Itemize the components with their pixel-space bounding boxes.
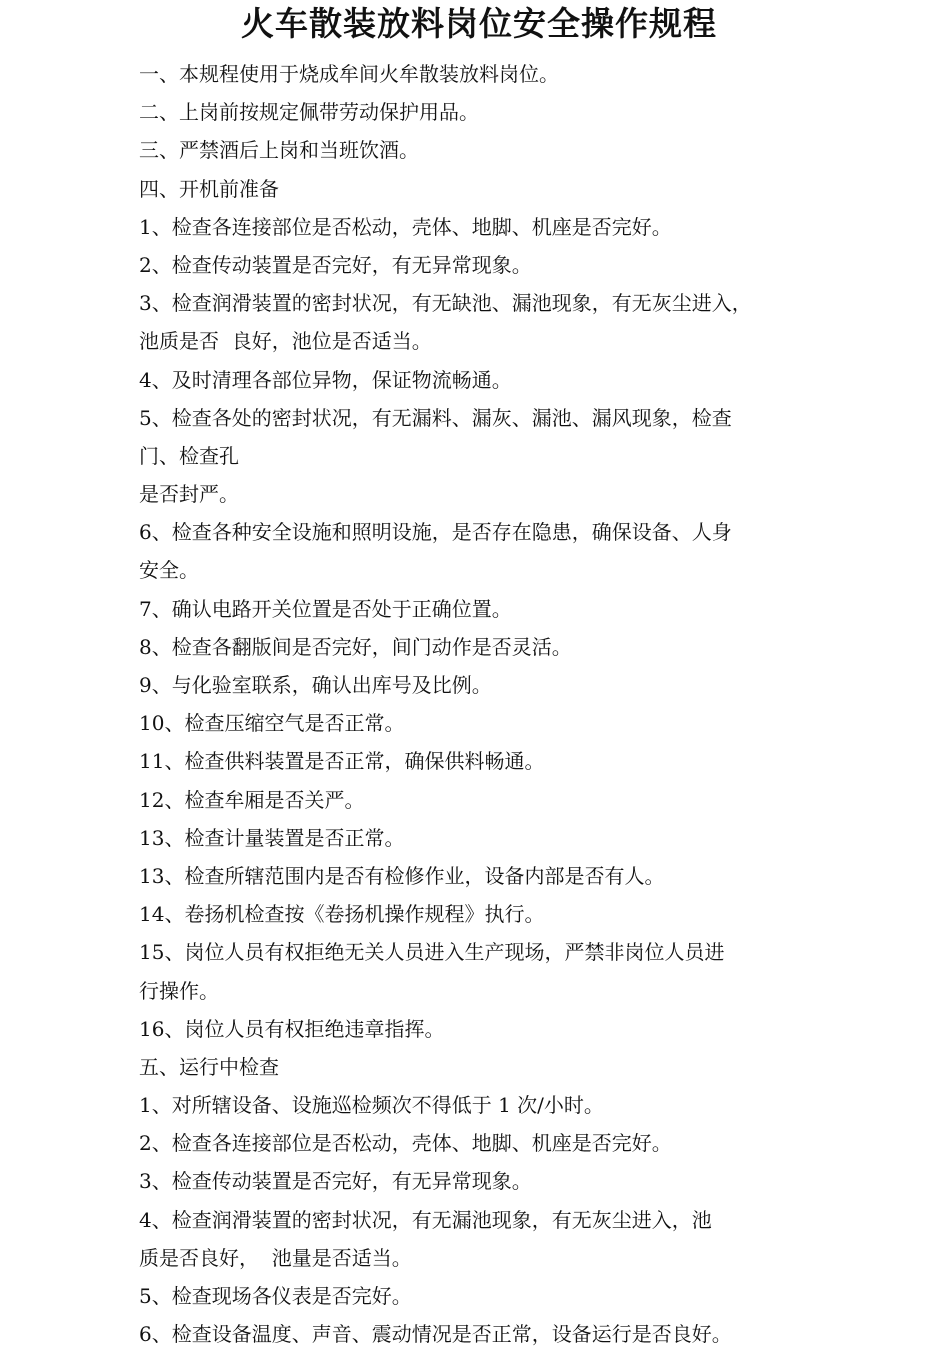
text-line: 7、确认电路开关位置是否处于正确位置。 bbox=[139, 596, 512, 621]
text-line: 3、检查传动装置是否完好，有无异常现象。 bbox=[139, 1169, 532, 1194]
text-line: 池质是否 良好，池位是否适当。 bbox=[139, 329, 432, 354]
text-line: 是否封严。 bbox=[139, 482, 239, 507]
text-line: 13、检查计量装置是否正常。 bbox=[139, 825, 405, 850]
text-line: 4、检查润滑装置的密封状况，有无漏池现象，有无灰尘进入，池 bbox=[139, 1207, 712, 1232]
text-line: 二、上岗前按规定佩带劳动保护用品。 bbox=[139, 100, 479, 125]
text-line: 3、检查润滑装置的密封状况，有无缺池、漏池现象，有无灰尘进入， bbox=[139, 291, 752, 316]
text-line: 2、检查各连接部位是否松动，壳体、地脚、机座是否完好。 bbox=[139, 1131, 672, 1156]
text-line: 五、运行中检查 bbox=[139, 1054, 279, 1079]
text-line: 5、检查各处的密封状况，有无漏料、漏灰、漏池、漏风现象，检查 bbox=[139, 405, 732, 430]
text-line: 质是否良好， 池量是否适当。 bbox=[139, 1245, 412, 1270]
text-line: 三、严禁酒后上岗和当班饮酒。 bbox=[139, 138, 419, 163]
text-line: 12、检查牟厢是否关严。 bbox=[139, 787, 365, 812]
text-line: 16、岗位人员有权拒绝违章指挥。 bbox=[139, 1016, 445, 1041]
text-line: 2、检查传动装置是否完好，有无异常现象。 bbox=[139, 252, 532, 277]
text-line: 10、检查压缩空气是否正常。 bbox=[139, 711, 405, 736]
text-line: 1、对所辖设备、设施巡检频次不得低于 1 次/小时。 bbox=[139, 1093, 604, 1118]
text-line: 一、本规程使用于烧成牟间火牟散装放料岗位。 bbox=[139, 62, 559, 86]
text-line: 15、岗位人员有权拒绝无关人员进入生产现场，严禁非岗位人员进 bbox=[139, 940, 725, 965]
text-line: 行操作。 bbox=[139, 978, 219, 1003]
text-line: 11、检查供料装置是否正常，确保供料畅通。 bbox=[139, 749, 545, 774]
text-line: 四、开机前准备 bbox=[139, 176, 279, 201]
text-line: 4、及时清理各部位异物，保证物流畅通。 bbox=[139, 367, 512, 392]
text-line: 6、检查各种安全设施和照明设施，是否存在隐患，确保设备、人身 bbox=[139, 520, 732, 545]
text-line: 门、检查孔 bbox=[139, 443, 239, 468]
text-line: 8、检查各翻版间是否完好，间门动作是否灵活。 bbox=[139, 634, 572, 659]
document-body bbox=[139, 55, 829, 1353]
text-line: 9、与化验室联系，确认出库号及比例。 bbox=[139, 673, 492, 697]
text-line: 14、卷扬机检查按《卷扬机操作规程》执行。 bbox=[139, 902, 545, 927]
text-line: 13、检查所辖范围内是否有检修作业，设备内部是否有人。 bbox=[139, 863, 665, 888]
text-line: 安全。 bbox=[139, 558, 199, 583]
text-line: 5、检查现场各仪表是否完好。 bbox=[139, 1284, 412, 1308]
text-line: 1、检查各连接部位是否松动，壳体、地脚、机座是否完好。 bbox=[139, 214, 672, 239]
text-line: 6、检查设备温度、声音、震动情况是否正常，设备运行是否良好。 bbox=[139, 1322, 732, 1347]
document-title: 火车散装放料岗位安全操作规程 bbox=[241, 4, 717, 43]
